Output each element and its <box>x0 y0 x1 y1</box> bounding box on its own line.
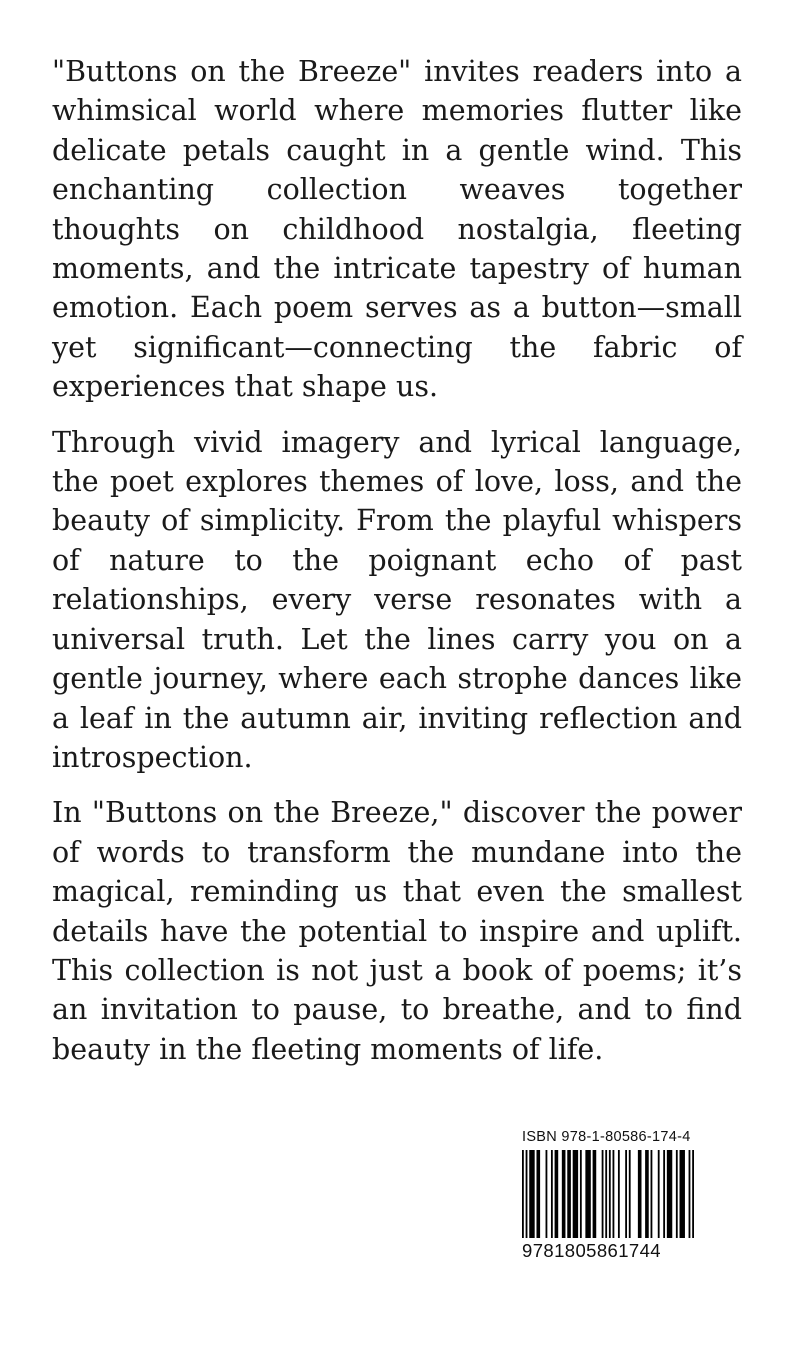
barcode-bar <box>651 1150 653 1238</box>
barcode-bar <box>536 1150 540 1238</box>
blurb-text-block <box>52 52 742 1085</box>
barcode-bar <box>526 1150 528 1238</box>
barcode-bar <box>663 1150 665 1238</box>
barcode-bar <box>602 1150 604 1238</box>
barcode-bar <box>676 1150 678 1238</box>
barcode-bar <box>629 1150 631 1238</box>
barcode-bar <box>680 1150 685 1238</box>
barcode-bar <box>593 1150 597 1238</box>
barcode-bar <box>625 1150 627 1238</box>
blurb-paragraph-3: In "Buttons on the Breeze," discover the power of words to transform the mundane into the magical, reminding us that even the smallest details have the potential to inspire and uplift. This collection is not just a book of poems; it’s an invitation to pause, to breathe, and to find beauty in the fleeting moments of life. <box>52 796 742 1066</box>
barcode-bar <box>609 1150 611 1238</box>
barcode-bar <box>555 1150 559 1238</box>
barcode-bar <box>645 1150 649 1238</box>
barcode-bar <box>658 1150 660 1238</box>
barcode-bar <box>551 1150 553 1238</box>
barcode-bar <box>580 1150 582 1238</box>
barcode-bar <box>529 1150 534 1238</box>
isbn-barcode-block <box>522 1128 694 1262</box>
barcode-bar <box>605 1150 607 1238</box>
blurb-paragraph-1: "Buttons on the Breeze" invites readers into a whimsical world where memories flutter like delicate petals caught in a gentle wind. This enchanting collection weaves together thoughts on childhood nostalgia, fleeting moments, and the intricate tapestry of human emotion. Each poem serves as a button—small yet significant—connecting the fabric of experiences that shape us. <box>52 55 742 404</box>
isbn-label: ISBN 978-1-80586-174-4 <box>522 1129 691 1145</box>
barcode-bar <box>567 1150 571 1238</box>
barcode-bar <box>618 1150 620 1238</box>
barcode-bar <box>692 1150 694 1238</box>
barcode-bar <box>585 1150 590 1238</box>
barcode-bar <box>689 1150 691 1238</box>
barcode-bar <box>522 1150 524 1238</box>
barcode-bar <box>562 1150 566 1238</box>
barcode-bar <box>667 1150 672 1238</box>
barcode-bar <box>638 1150 642 1238</box>
barcode-digits: 9781805861744 <box>522 1240 661 1261</box>
barcode-bar <box>613 1150 615 1238</box>
barcode-bar <box>573 1150 578 1238</box>
barcode-image <box>522 1150 694 1238</box>
blurb-paragraph-2: Through vivid imagery and lyrical language, the poet explores themes of love, loss, and the beauty of simplicity. From the playful whispers of nature to the poignant echo of past relationships, every verse resonates with a universal truth. Let the lines carry you on a gentle journey, where each strophe dances like a leaf in the autumn air, inviting reflection and introspection. <box>52 425 742 774</box>
barcode-bar <box>546 1150 548 1238</box>
